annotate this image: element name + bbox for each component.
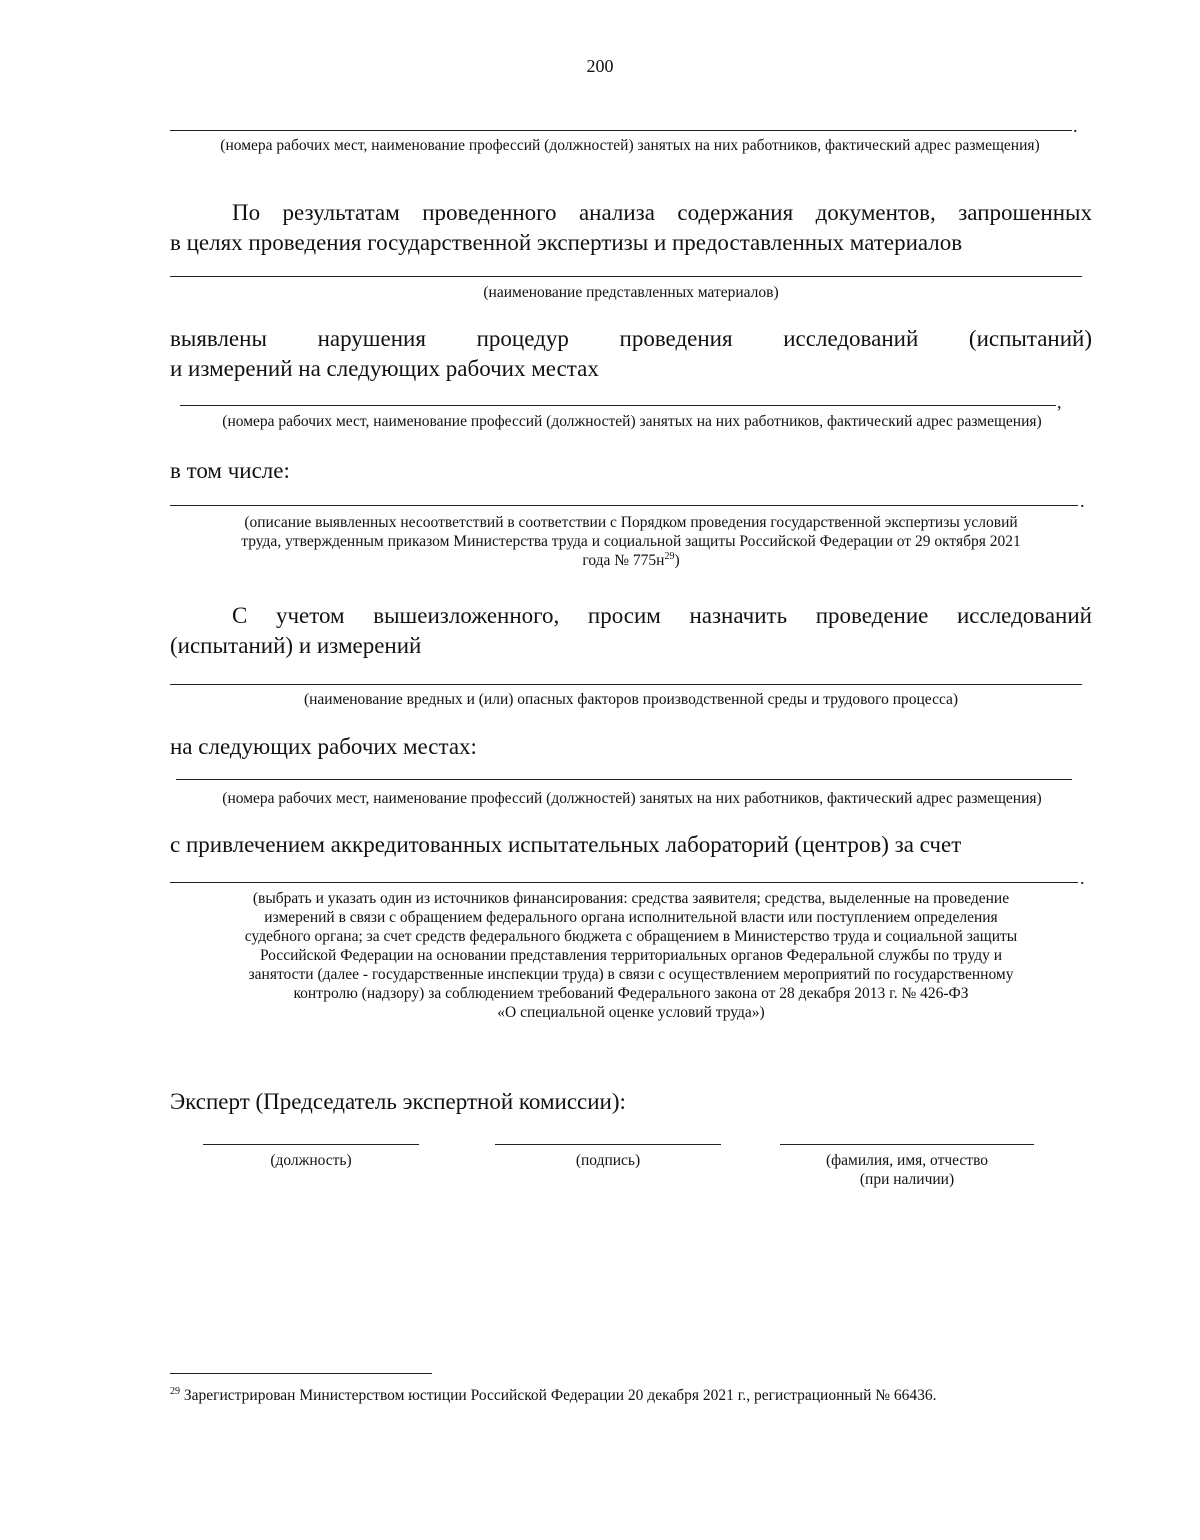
violations-paragraph-line-2: и измерений на следующих рабочих местах	[170, 356, 599, 381]
funding-caption-line: занятости (далее - государственные инспекции труда) в связи с осуществлением мероприятий по государственному	[248, 966, 1014, 983]
footnote-number: 29	[170, 1385, 180, 1397]
funding-caption	[165, 889, 1097, 1022]
materials-fill-line	[170, 276, 1082, 277]
name-caption	[780, 1151, 1034, 1189]
factors-caption: (наименование вредных и (или) опасных факторов производственной среды и трудового процесса)	[303, 691, 959, 708]
footnote-text: Зарегистрирован Министерством юстиции Российской Федерации 20 декабря 2021 г., регистрационный № 66436.	[180, 1387, 937, 1404]
workplaces-fill-line-1	[170, 130, 1072, 131]
fill-line-period: .	[1073, 116, 1078, 136]
funding-caption-line: Российской Федерации на основании представления территориальных органов Федеральной службы по труду и	[259, 947, 1003, 964]
funding-caption-line: контролю (надзору) за соблюдением требований Федерального закона от 28 декабря 2013 г. № 426-ФЗ	[293, 985, 969, 1002]
page-number: 200	[586, 56, 614, 76]
discrepancies-caption-line-1: (описание выявленных несоответствий в соответствии с Порядком проведения государственной экспертизы условий	[244, 514, 1018, 531]
signature-caption: (подпись)	[575, 1152, 641, 1169]
signature-fill-line	[495, 1144, 721, 1145]
workplaces-caption-3: (номера рабочих мест, наименование профессий (должностей) занятых на них работников, фактический адрес размещения)	[222, 790, 1042, 807]
fill-line-period: .	[1080, 868, 1085, 888]
discrepancies-caption	[160, 513, 1102, 570]
discrepancies-caption-line-3	[160, 551, 1102, 570]
name-caption-line-1: (фамилия, имя, отчество	[825, 1152, 989, 1169]
funding-fill-line	[170, 882, 1078, 883]
position-caption: (должность)	[270, 1152, 352, 1169]
closing-paren: )	[674, 552, 680, 569]
workplaces-caption-2: (номера рабочих мест, наименование профессий (должностей) занятых на них работников, фактический адрес размещения)	[222, 413, 1042, 430]
funding-caption-line: «О специальной оценке условий труда»)	[497, 1004, 765, 1021]
workplaces-fill-line-2	[180, 405, 1056, 406]
violations-paragraph-line-1: выявлены нарушения процедур проведения исследований (испытаний)	[170, 326, 1092, 351]
fill-line-period: .	[1080, 491, 1085, 511]
at-workplaces-label: на следующих рабочих местах:	[170, 734, 477, 759]
workplaces-fill-line-3	[176, 779, 1072, 780]
funding-caption-line: (выбрать и указать один из источников финансирования: средства заявителя; средства, выделенные на проведение	[252, 890, 1010, 907]
materials-caption: (наименование представленных материалов)	[483, 284, 779, 301]
footnote-separator	[170, 1373, 432, 1374]
expert-label: Эксперт (Председатель экспертной комиссии):	[170, 1089, 626, 1114]
request-paragraph-line-2: (испытаний) и измерений	[170, 633, 422, 658]
footnote	[170, 1386, 1100, 1406]
discrepancies-fill-line	[170, 505, 1078, 506]
analysis-paragraph-line-1: По результатам проведенного анализа содержания документов, запрошенных	[232, 200, 1092, 225]
analysis-paragraph-line-2: в целях проведения государственной экспертизы и предоставленных материалов	[170, 230, 963, 255]
including-label: в том числе:	[170, 458, 290, 483]
name-fill-line	[780, 1144, 1034, 1145]
request-paragraph-line-1: С учетом вышеизложенного, просим назначить проведение исследований	[232, 603, 1092, 628]
discrepancies-caption-line-2: труда, утвержденным приказом Министерства труда и социальной защиты Российской Федерации от 29 октября 2021	[241, 533, 1021, 550]
footnote-ref: 29	[664, 550, 675, 562]
position-fill-line	[203, 1144, 419, 1145]
name-caption-line-2: (при наличии)	[859, 1171, 955, 1188]
funding-caption-line: судебного органа; за счет средств федерального бюджета с обращением в Министерство труда и социальной защиты	[244, 928, 1018, 945]
laboratories-line: с привлечением аккредитованных испытательных лабораторий (центров) за счет	[170, 832, 962, 857]
factors-fill-line	[170, 684, 1082, 685]
order-number: года № 775н	[582, 552, 665, 569]
fill-line-comma: ,	[1057, 392, 1062, 412]
workplaces-caption-1: (номера рабочих мест, наименование профессий (должностей) занятых на них работников, фактический адрес размещения)	[220, 137, 1040, 154]
funding-caption-line: измерений в связи с обращением федерального органа исполнительной власти или поступлением определения	[264, 909, 998, 926]
